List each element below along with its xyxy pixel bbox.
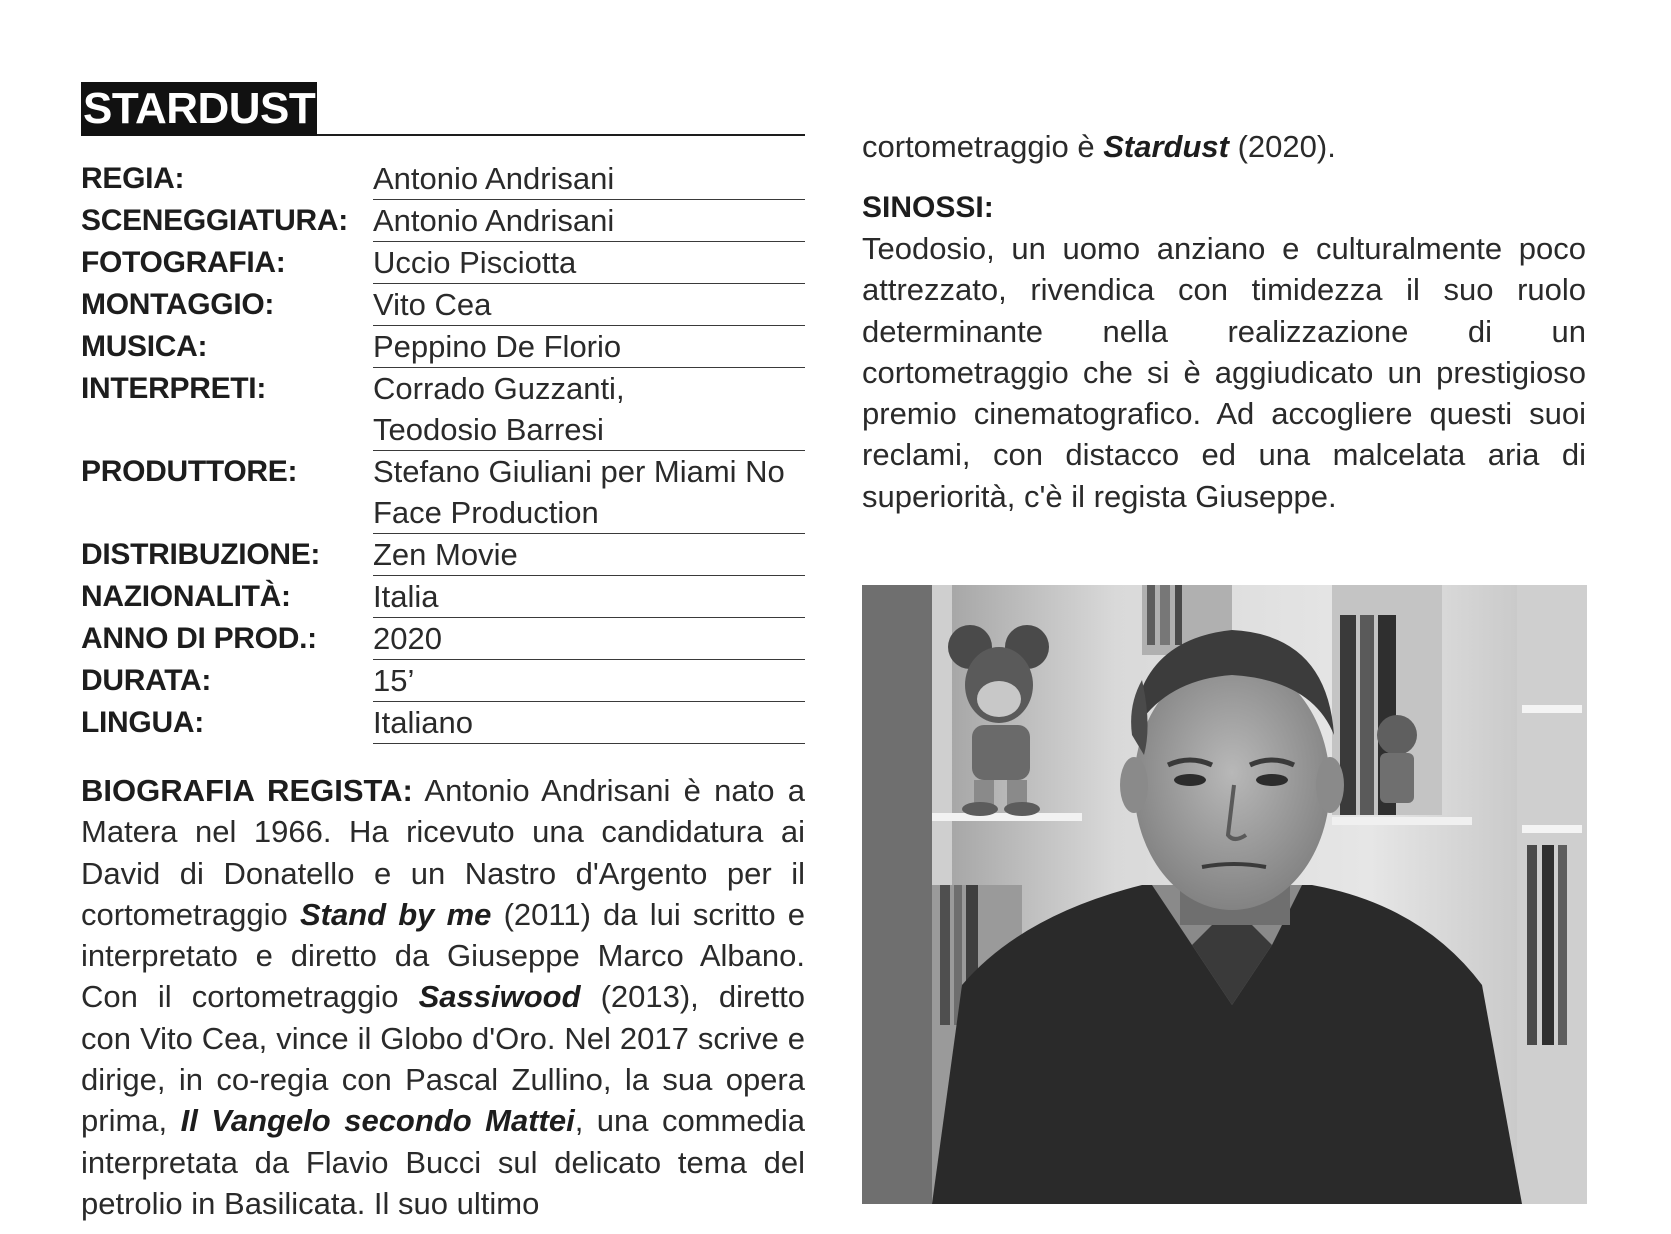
director-photo	[862, 585, 1587, 1204]
film-title-stand-by-me: Stand by me	[299, 896, 492, 932]
credit-row-durata	[81, 660, 805, 702]
credit-row-produttore	[81, 451, 805, 534]
biography-text: , una commedia interpretata da Flavio Bucci sul delicato tema del petrolio in Basilicata. Il suo ultimo	[81, 1103, 805, 1221]
credit-value: 15’	[373, 660, 805, 702]
credit-row-sceneggiatura	[81, 200, 805, 242]
credit-value: Antonio Andrisani	[373, 200, 805, 242]
credit-label: ANNO DI PROD.:	[81, 622, 317, 655]
credit-row-montaggio	[81, 284, 805, 326]
credit-label: DISTRIBUZIONE:	[81, 538, 321, 571]
credit-label: MONTAGGIO:	[81, 288, 275, 321]
credit-value: Italiano	[373, 702, 805, 744]
film-title-vangelo: Il Vangelo secondo Mattei	[180, 1103, 575, 1139]
credit-value: Corrado Guzzanti, Teodosio Barresi	[373, 368, 805, 451]
credit-label: NAZIONALITÀ:	[81, 580, 291, 613]
credit-value: Vito Cea	[373, 284, 805, 326]
credit-label: MUSICA:	[81, 330, 208, 363]
credit-label: FOTOGRAFIA:	[81, 246, 286, 279]
director-portrait-illustration	[862, 585, 1587, 1204]
credit-row-nazionalita	[81, 576, 805, 618]
credit-row-lingua	[81, 702, 805, 744]
credit-label: SCENEGGIATURA:	[81, 204, 348, 237]
credit-value: Stefano Giuliani per Miami No Face Production	[373, 451, 805, 534]
biography-text: cortometraggio è	[862, 129, 1104, 164]
credit-row-fotografia	[81, 242, 805, 284]
credit-label: REGIA:	[81, 162, 185, 195]
credit-value: Peppino De Florio	[373, 326, 805, 368]
credit-row-interpreti	[81, 368, 805, 451]
director-biography	[81, 770, 805, 1224]
credit-row-anno	[81, 618, 805, 660]
credit-label: LINGUA:	[81, 706, 204, 739]
credit-value: Uccio Pisciotta	[373, 242, 805, 284]
biography-text: (2020).	[1228, 129, 1336, 164]
credit-value: Italia	[373, 576, 805, 618]
synopsis-label: SINOSSI:	[862, 191, 994, 224]
biography-label: BIOGRAFIA REGISTA:	[81, 773, 413, 808]
biography-text: (2013), diretto con Vito Cea, vince il Globo d'Oro. Nel 2017 scrive e dirige, in co-regia con Pascal Zullino, la sua opera prima,	[81, 979, 806, 1139]
credit-value: 2020	[373, 618, 805, 660]
synopsis-text: Teodosio, un uomo anziano e culturalmente poco attrezzato, rivendica con timidezza il suo ruolo determinante nella realizzazione di un cortometraggio che si è aggiudicato un prestigioso premio cinematografico. Ad accogliere questi suoi reclami, con distacco ed una malcelata aria di superiorità, c'è il regista Giuseppe.	[862, 231, 1586, 514]
credit-label: INTERPRETI:	[81, 372, 267, 405]
biography-text: (2011) da lui scritto e interpretato e diretto da Giuseppe Marco Albano. Con il cortometraggio	[81, 896, 805, 1015]
right-column	[862, 126, 1586, 517]
title-bar	[81, 80, 805, 136]
left-column	[81, 80, 805, 1224]
film-title-stardust: Stardust	[1103, 129, 1229, 164]
credit-value: Antonio Andrisani	[373, 158, 805, 200]
credit-row-regia	[81, 158, 805, 200]
credit-label: DURATA:	[81, 664, 212, 697]
credit-row-musica	[81, 326, 805, 368]
biography-continuation	[862, 126, 1586, 167]
biography-text: Antonio Andrisani è nato a Matera nel 1966. Ha ricevuto una candidatura ai David di Donatello e un Nastro d'Argento per il cortometraggio	[81, 773, 805, 932]
credit-value: Zen Movie	[373, 534, 805, 576]
film-title: STARDUST	[81, 82, 317, 136]
film-title-sassiwood: Sassiwood	[418, 979, 581, 1015]
credit-row-distribuzione	[81, 534, 805, 576]
credit-label: PRODUTTORE:	[81, 455, 298, 488]
credits-table	[81, 158, 805, 744]
